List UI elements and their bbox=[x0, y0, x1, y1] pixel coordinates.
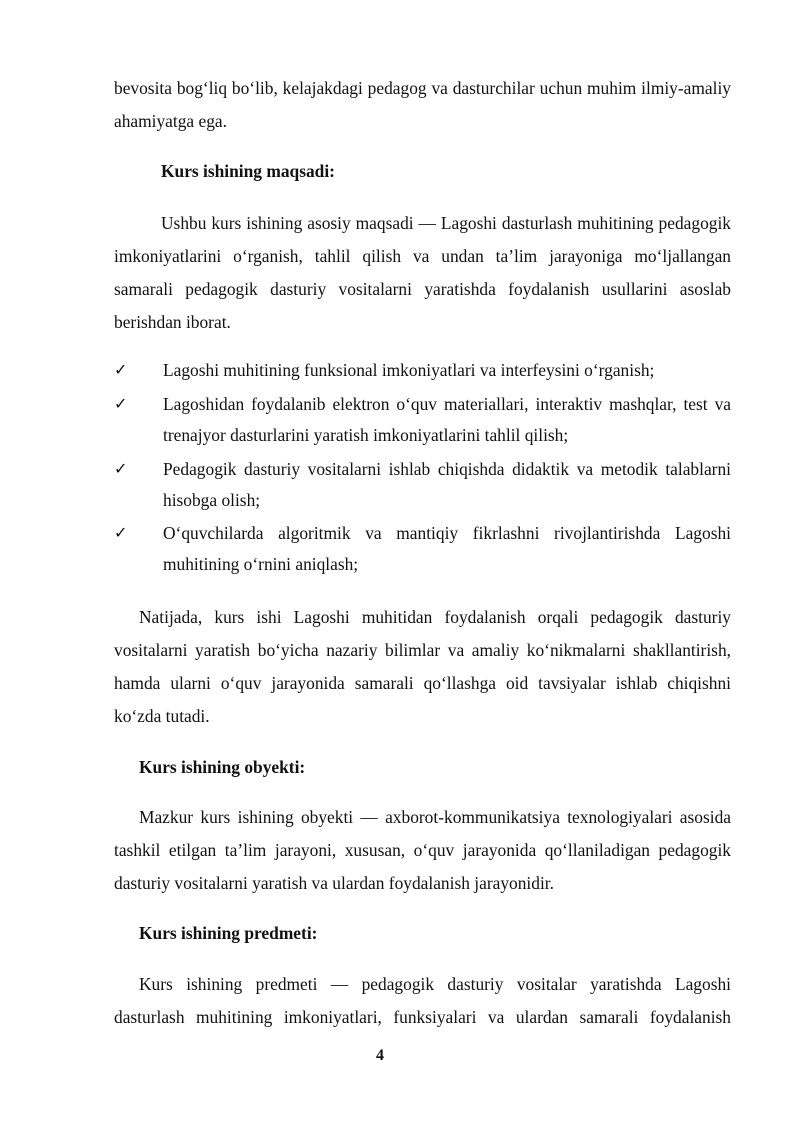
predmet-heading: Kurs ishining predmeti: bbox=[139, 923, 318, 943]
page-number: 4 bbox=[376, 1047, 384, 1064]
maqsad-paragraph: Ushbu kurs ishining asosiy maqsadi — Lagoshi dasturlash muhitining pedagogik imkoniyatlarini o‘rganish, tahlil qilish va undan ta’lim jarayoniga mo‘ljallangan samarali pedagogik dasturiy vositalarni yaratishda foydalanish usullarini asoslab berishdan iborat. bbox=[114, 213, 731, 332]
checkmark-icon: ✓ bbox=[114, 396, 128, 413]
checkmark-icon: ✓ bbox=[114, 461, 128, 478]
maqsad-heading: Kurs ishining maqsadi: bbox=[161, 161, 335, 181]
task-text: O‘quvchilarda algoritmik va mantiqiy fikrlashni rivojlantirishda Lagoshi muhitining o‘rnini aniqlash; bbox=[163, 523, 731, 574]
natija-paragraph: Natijada, kurs ishi Lagoshi muhitidan foydalanish orqali pedagogik dasturiy vositalarni yaratish bo‘yicha nazariy bilimlar va amaliy ko‘nikmalarni shakllantirish, hamda ularni o‘quv jarayonida samarali qo‘llashga oid tavsiyalar ishlab chiqishni ko‘zda tutadi. bbox=[114, 607, 731, 726]
obyekt-heading: Kurs ishining obyekti: bbox=[139, 757, 306, 777]
task-text: Lagoshidan foydalanib elektron o‘quv materiallari, interaktiv mashqlar, test va trenajyor dasturlarini yaratish imkoniyatlarini tahlil qilish; bbox=[163, 394, 731, 445]
checkmark-icon: ✓ bbox=[114, 525, 128, 542]
task-text: Pedagogik dasturiy vositalarni ishlab chiqishda didaktik va metodik talablarni hisobga olish; bbox=[163, 459, 731, 510]
checkmark-icon: ✓ bbox=[114, 362, 128, 379]
task-text: Lagoshi muhitining funksional imkoniyatlari va interfeysini o‘rganish; bbox=[163, 360, 655, 380]
obyekt-paragraph: Mazkur kurs ishining obyekti — axborot-kommunikatsiya texnologiyalari asosida tashkil etilgan ta’lim jarayoni, xususan, o‘quv jarayonida qo‘llaniladigan pedagogik dasturiy vositalarni yaratish va ulardan foydalanish jarayonidir. bbox=[114, 807, 731, 893]
intro-continuation-paragraph: bevosita bog‘liq bo‘lib, kelajakdagi pedagog va dasturchilar uchun muhim ilmiy-amaliy ahamiyatga ega. bbox=[114, 78, 731, 131]
predmet-paragraph: Kurs ishining predmeti — pedagogik dasturiy vositalar yaratishda Lagoshi dasturlash muhitining imkoniyatlari, funksiyalari va ulardan samarali foydalanish bbox=[114, 974, 731, 1027]
